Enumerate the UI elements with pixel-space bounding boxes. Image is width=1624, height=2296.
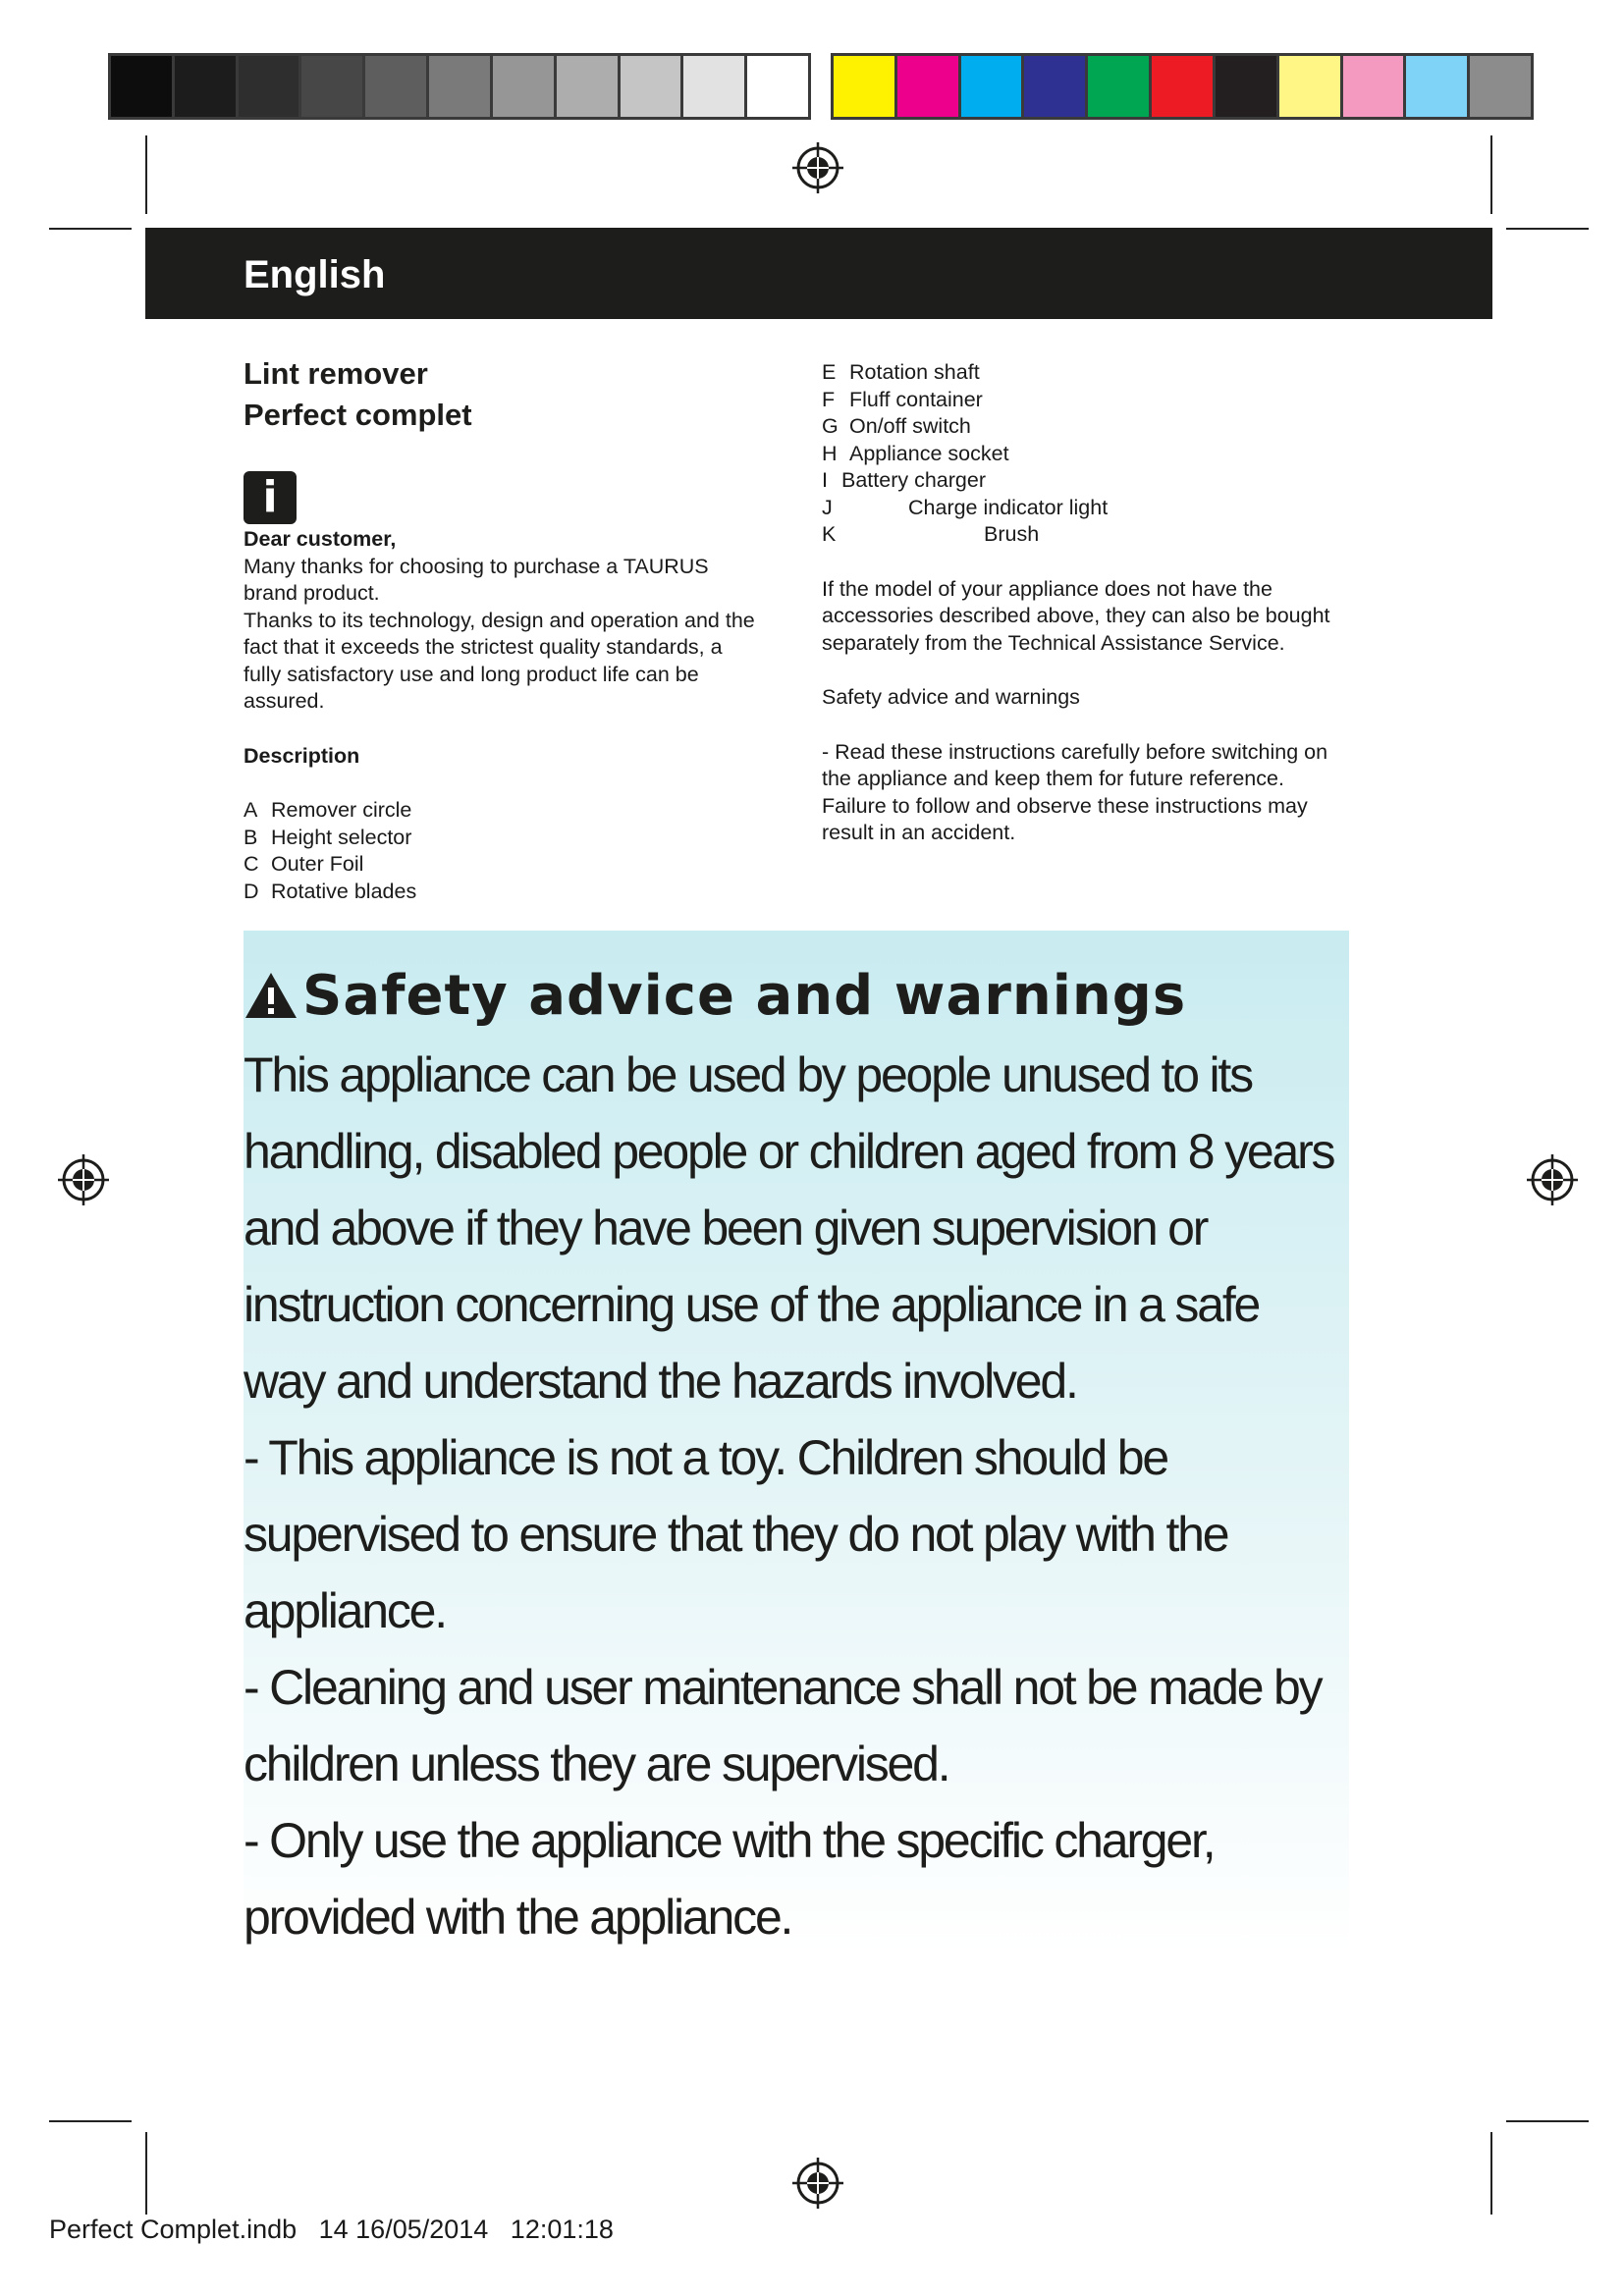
product-title-line2: Perfect complet	[244, 398, 472, 432]
list-item	[822, 521, 1352, 549]
info-icon: i	[244, 471, 297, 524]
part-name: Rotation shaft	[849, 360, 980, 384]
list-item	[822, 413, 1352, 441]
gray-swatch-9	[621, 56, 684, 117]
language-header-band	[145, 228, 1492, 319]
grayscale-calibration-bar	[108, 53, 811, 120]
gray-swatch-5	[365, 56, 429, 117]
product-title-line1: Lint remover	[244, 356, 428, 391]
description-heading: Description	[244, 743, 360, 768]
warning-paragraph-1: This appliance can be used by people unused to its handling, disabled people or children aged from 8 years and above if they have been given supervision or instruction concerning use of the appliance in a safe way and understand the hazards involved.	[244, 1047, 1334, 1409]
color-swatch-7	[1216, 56, 1279, 117]
gray-swatch-1	[111, 56, 175, 117]
color-swatch-4	[1024, 56, 1088, 117]
list-item	[244, 879, 764, 906]
warning-heading	[244, 964, 1186, 1028]
warning-paragraph-3: - Cleaning and user maintenance shall not be made by children unless they are supervised.	[244, 1660, 1322, 1791]
part-letter: G	[822, 414, 839, 438]
gray-swatch-4	[301, 56, 365, 117]
list-item	[822, 359, 1352, 387]
registration-mark-right-icon	[1525, 1152, 1580, 1207]
language-title: English	[244, 253, 386, 296]
part-name: Rotative blades	[271, 879, 417, 903]
crop-mark-top-left-h	[49, 228, 132, 230]
part-name: Height selector	[271, 825, 412, 849]
parts-list-right	[822, 359, 1352, 549]
list-item	[244, 851, 764, 879]
safety-label: Safety advice and warnings	[822, 685, 1080, 709]
part-name: Charge indicator light	[908, 495, 1109, 519]
gray-swatch-2	[175, 56, 239, 117]
color-swatch-2	[897, 56, 961, 117]
intro-paragraph-2: Thanks to its technology, design and operation and the fact that it exceeds the strictest quality standards, a fully satisfactory use and long product life can be assured.	[244, 608, 755, 713]
registration-mark-bottom-icon	[790, 2156, 845, 2211]
warning-body	[244, 1037, 1349, 1955]
color-swatch-6	[1152, 56, 1216, 117]
parts-list-left	[244, 797, 764, 905]
gray-swatch-7	[493, 56, 557, 117]
registration-mark-left-icon	[56, 1152, 111, 1207]
part-letter: B	[244, 825, 258, 849]
right-column	[822, 359, 1352, 847]
list-item	[822, 495, 1352, 522]
warning-heading-text: Safety advice and warnings	[302, 964, 1187, 1028]
part-name: Remover circle	[271, 798, 412, 822]
part-letter: A	[244, 798, 258, 822]
left-column	[244, 353, 764, 905]
color-swatch-3	[961, 56, 1025, 117]
part-letter: C	[244, 852, 259, 876]
crop-mark-bottom-right-h	[1506, 2120, 1589, 2122]
gray-swatch-6	[429, 56, 493, 117]
part-letter: J	[822, 495, 833, 519]
safety-warning-panel	[244, 931, 1349, 1953]
list-item	[244, 825, 764, 852]
gray-swatch-8	[557, 56, 621, 117]
list-item	[822, 387, 1352, 414]
color-swatch-1	[834, 56, 897, 117]
intro-paragraph-1: Many thanks for choosing to purchase a TAURUS brand product.	[244, 554, 709, 605]
warning-paragraph-2: - This appliance is not a toy. Children should be supervised to ensure that they do not play with the appliance.	[244, 1430, 1228, 1638]
color-swatch-10	[1406, 56, 1470, 117]
part-letter: K	[822, 522, 837, 546]
greeting: Dear customer,	[244, 527, 397, 551]
crop-mark-top-left-v	[145, 135, 147, 214]
registration-mark-top-icon	[790, 140, 845, 195]
gray-swatch-11	[747, 56, 808, 117]
part-name: Appliance socket	[849, 441, 1009, 465]
part-name: Outer Foil	[271, 852, 364, 876]
part-letter: I	[822, 468, 828, 492]
warning-paragraph-4: - Only use the appliance with the specific charger, provided with the appliance.	[244, 1813, 1215, 1945]
crop-mark-bottom-right-v	[1490, 2132, 1492, 2215]
accessories-note: If the model of your appliance does not have the accessories described above, they can also be bought separately from the Technical Assistance Service.	[822, 576, 1330, 655]
part-name: On/off switch	[849, 414, 971, 438]
part-name: Battery charger	[841, 468, 986, 492]
part-letter: E	[822, 360, 837, 384]
crop-mark-bottom-left-h	[49, 2120, 132, 2122]
part-name: Fluff container	[849, 387, 983, 411]
part-letter: F	[822, 387, 836, 411]
product-title	[244, 353, 764, 436]
gray-swatch-10	[683, 56, 747, 117]
print-slug-footer: Perfect Complet.indb 14 16/05/2014 12:01:18	[49, 2215, 614, 2244]
gray-swatch-3	[239, 56, 302, 117]
list-item	[822, 467, 1352, 495]
part-letter: D	[244, 879, 259, 903]
warning-triangle-icon	[244, 971, 298, 1020]
color-swatch-5	[1088, 56, 1152, 117]
read-instructions-note: - Read these instructions carefully before switching on the appliance and keep them for future reference. Failure to follow and observe these instructions may result in an accident.	[822, 739, 1328, 844]
crop-mark-top-right-v	[1490, 135, 1492, 214]
list-item	[822, 441, 1352, 468]
color-swatch-9	[1343, 56, 1407, 117]
part-name: Brush	[984, 522, 1040, 546]
list-item	[244, 797, 764, 825]
color-swatch-11	[1470, 56, 1531, 117]
color-calibration-bar	[831, 53, 1534, 120]
part-letter: H	[822, 441, 838, 465]
color-swatch-8	[1279, 56, 1343, 117]
crop-mark-bottom-left-v	[145, 2132, 147, 2215]
crop-mark-top-right-h	[1506, 228, 1589, 230]
